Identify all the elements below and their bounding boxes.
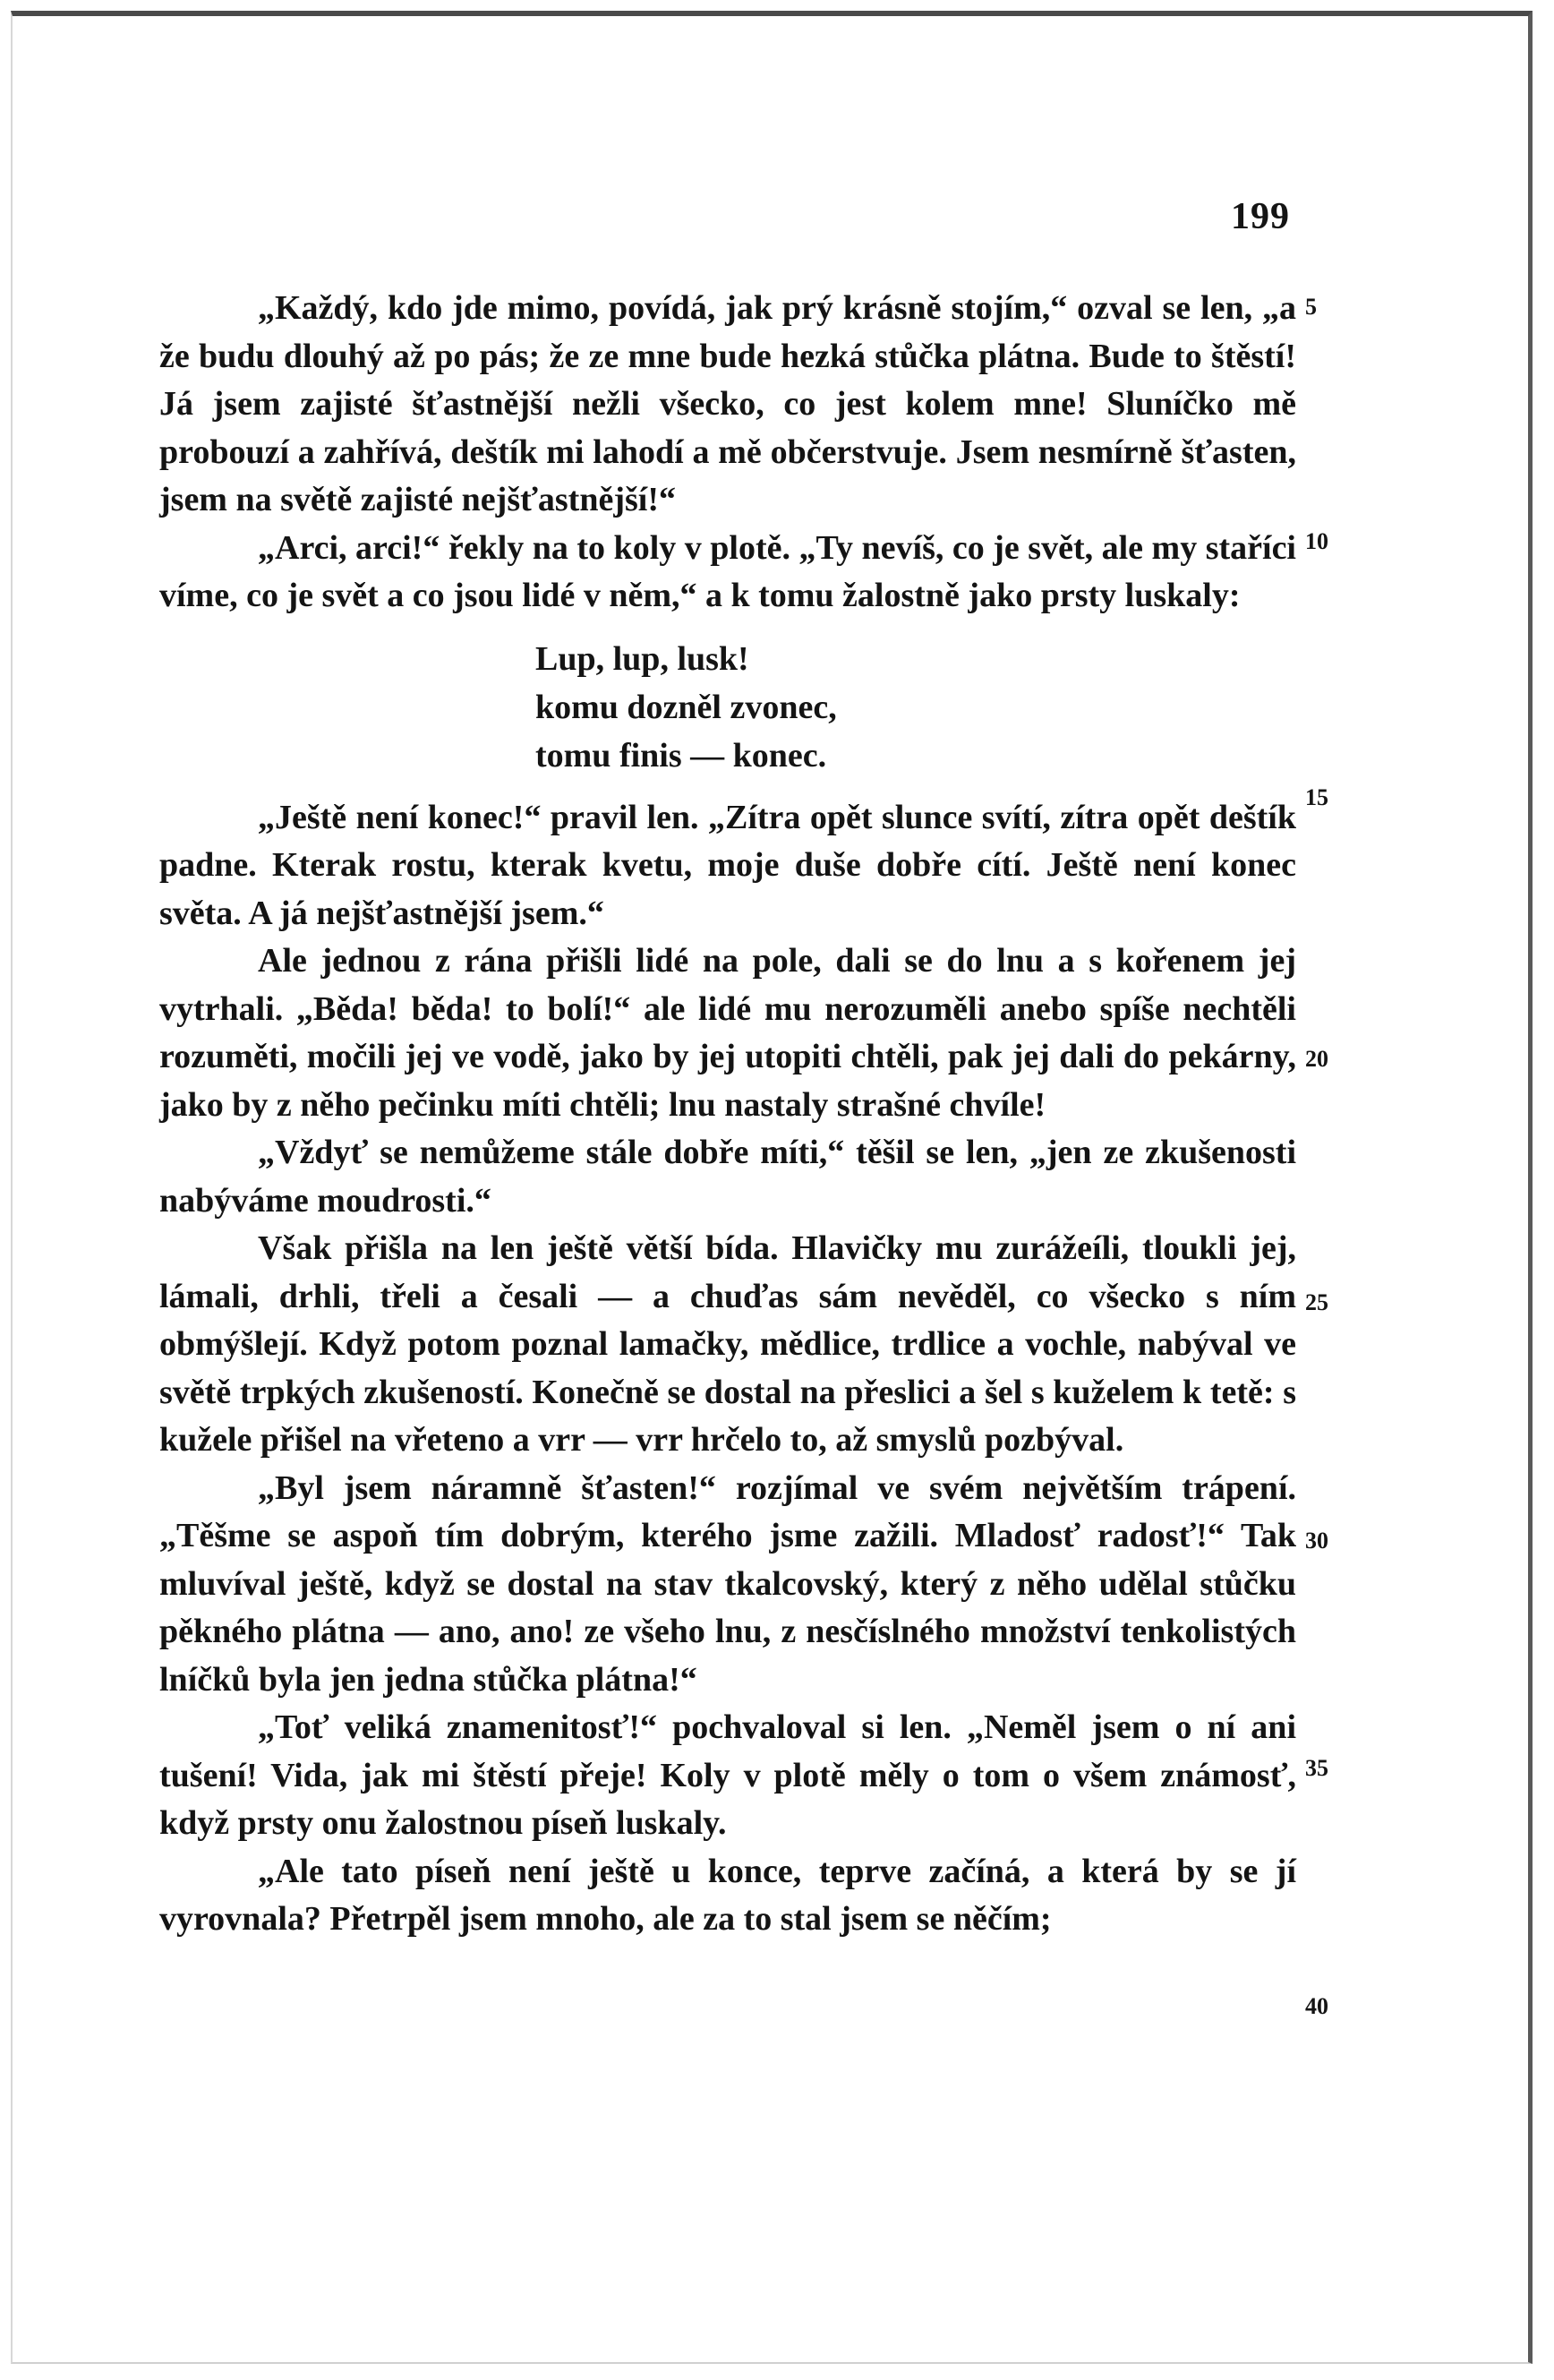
poem bbox=[535, 635, 1296, 780]
paragraph: „Vždyť se nemůžeme stále dobře míti,“ těšil se len, „jen ze zkušenosti nabýváme moudrosti.“ bbox=[159, 1134, 1296, 1220]
poem-line: tomu finis — konec. bbox=[535, 736, 827, 775]
line-number: 35 bbox=[1305, 1755, 1328, 1781]
line-number: 10 bbox=[1305, 528, 1328, 554]
paragraph: „Ještě není konec!“ pravil len. „Zítra opět slunce svítí, zítra opět deštík padne. Kterak rostu, kterak kvetu, moje duše dobře cítí. Ještě není konec světa. A já nejšťastnější jsem.“ bbox=[159, 798, 1296, 932]
line-number: 20 bbox=[1305, 1046, 1328, 1072]
paragraph: „Ale tato píseň není ještě u konce, teprve začíná, a která by se jí vyrovnala? Přetrpěl jsem mnoho, ale za to stal jsem se něčím; bbox=[159, 1852, 1296, 1938]
line-number: 40 bbox=[1305, 1993, 1328, 2019]
line-number: 15 bbox=[1305, 784, 1328, 810]
page-number: 199 bbox=[1231, 196, 1290, 237]
line-number: 30 bbox=[1305, 1528, 1328, 1554]
paragraph: „Byl jsem náramně šťasten!“ rozjímal ve svém největším trápení. „Těšme se aspoň tím dobrým, kterého jsme zažili. Mladosť radosť!“ Tak mluvíval ještě, když se dostal na stav tkalcovský, který z něho udělal stůčku pěkného plátna — ano, ano! ze všeho lnu, z nesčíslného množství tenkolistých lníčků byla jen jedna stůčka plátna!“ bbox=[159, 1468, 1296, 1699]
body-text bbox=[159, 285, 1296, 1944]
line-number: 25 bbox=[1305, 1289, 1328, 1315]
poem-line: Lup, lup, lusk! bbox=[535, 639, 749, 678]
paragraph: „Každý, kdo jde mimo, povídá, jak prý krásně stojím,“ ozval se len, „a že budu dlouhý až po pás; že ze mne bude hezká stůčka plátna. Bude to štěstí! Já jsem zajisté šťastnější nežli všecko, co jest kolem mne! Sluníčko mě probouzí a zahřívá, deštík mi lahodí a mě občerstvuje. Jsem nesmírně šťasten, jsem na světě zajisté nejšťastnější!“ bbox=[159, 289, 1296, 518]
paragraph: Ale jednou z rána přišli lidé na pole, dali se do lnu a s kořenem jej vytrhali. „Běda! běda! to bolí!“ ale lidé mu nerozuměli anebo spíše nechtěli rozuměti, močili jej ve vodě, jako by jej utopiti chtěli, pak jej dali do pekárny, jako by z něho pečinku míti chtěli; lnu nastaly strašné chvíle! bbox=[159, 942, 1296, 1124]
paragraph: „Toť veliká znamenitosť!“ pochvaloval si len. „Neměl jsem o ní ani tušení! Vida, jak mi štěstí přeje! Koly v plotě měly o tom o všem známosť, když prsty onu žalostnou píseň luskaly. bbox=[159, 1708, 1296, 1842]
paragraph: „Arci, arci!“ řekly na to koly v plotě. „Ty nevíš, co je svět, ale my staříci víme, co je svět a co jsou lidé v něm,“ a k tomu žalostně jako prsty luskaly: bbox=[159, 528, 1296, 614]
poem-line: komu dozněl zvonec, bbox=[535, 688, 837, 726]
paragraph: Však přišla na len ještě větší bída. Hlavičky mu zurážeíli, tloukli jej, lámali, drhli, třeli a česali — a chuďas sám nevěděl, co všecko s ním obmýšlejí. Když potom poznal lamačky, mědlice, trdlice a vochle, nabýval ve světě trpkých zkušeností. Konečně se dostal na přeslici a šel s kuželem k tetě: s kužele přišel na vřeteno a vrr — vrr hrčelo to, až smyslů pozbýval. bbox=[159, 1229, 1296, 1459]
line-number: 5 bbox=[1305, 294, 1317, 320]
